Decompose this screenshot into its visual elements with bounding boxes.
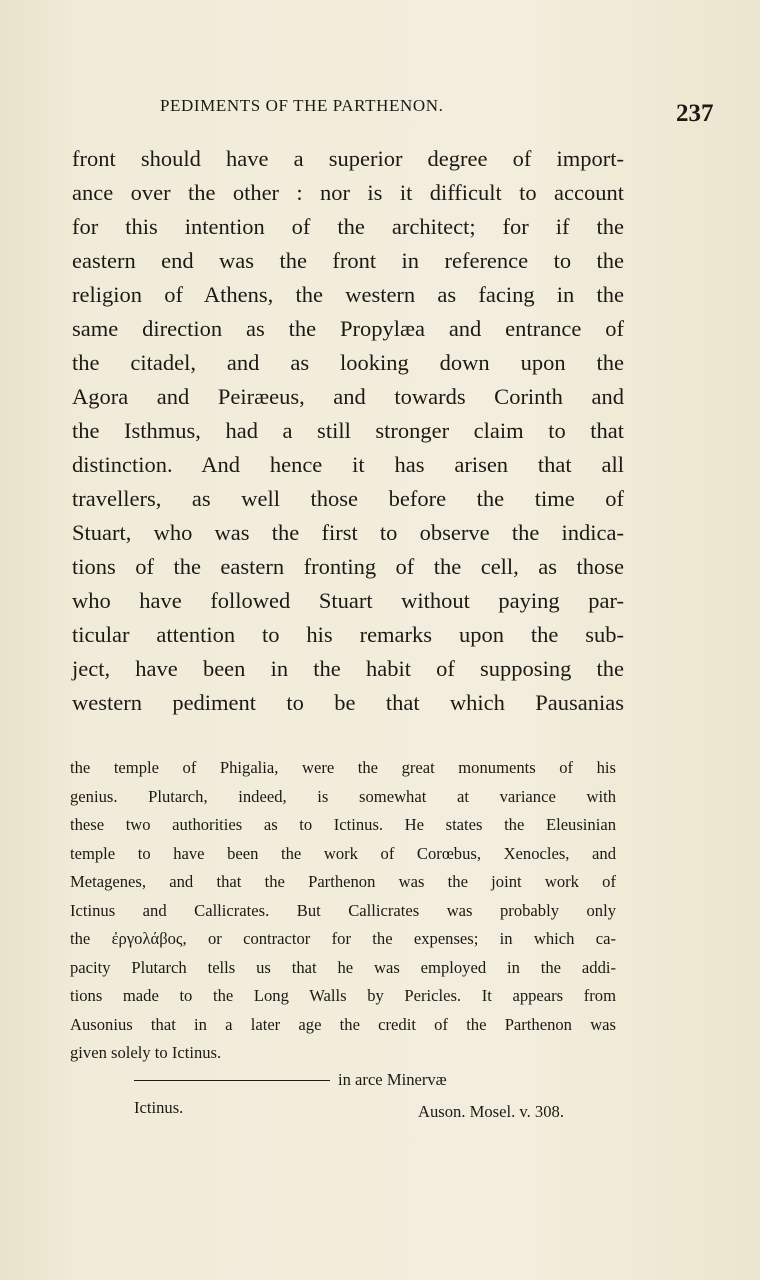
- page-header: [0, 96, 760, 126]
- text-line: the citadel, and as looking down upon the: [72, 350, 624, 375]
- footnote-line: Metagenes, and that the Parthenon was the joint work of: [70, 872, 616, 891]
- text-line: ticular attention to his remarks upon the sub-: [72, 622, 624, 647]
- footnote-line: tions made to the Long Walls by Pericles. It appears from: [70, 986, 616, 1005]
- main-text: [72, 142, 624, 720]
- text-line: ance over the other : nor is it difficult to account: [72, 180, 624, 205]
- text-line: ject, have been in the habit of supposing the: [72, 656, 624, 681]
- running-head: PEDIMENTS OF THE PARTHENON.: [160, 96, 444, 115]
- footnote-line: temple to have been the work of Corœbus, Xenocles, and: [70, 843, 616, 863]
- footnote-line: the ἐργολάβος, or contractor for the expenses; in which ca-: [70, 929, 616, 948]
- text-line: front should have a superior degree of import-: [72, 146, 624, 171]
- footnote-line: pacity Plutarch tells us that he was employed in the addi-: [70, 957, 616, 977]
- quotation: [0, 1066, 760, 1136]
- text-line: Stuart, who was the first to observe the indica-: [72, 520, 624, 545]
- quote-text: in arce Minervæ: [338, 1070, 447, 1089]
- page-number: 237: [676, 100, 714, 127]
- text-line: travellers, as well those before the time of: [72, 486, 624, 511]
- quote-dash-rule: [134, 1080, 330, 1081]
- text-line: eastern end was the front in reference to the: [72, 248, 624, 273]
- quote-author: Ictinus.: [134, 1098, 184, 1117]
- text-line: western pediment to be that which Pausanias: [72, 690, 624, 715]
- text-line: for this intention of the architect; for if the: [72, 214, 624, 239]
- text-line: distinction. And hence it has arisen that all: [72, 452, 624, 477]
- text-line: who have followed Stuart without paying par-: [72, 588, 624, 613]
- footnote-line: given solely to Ictinus.: [70, 1043, 222, 1062]
- footnote-line: the temple of Phigalia, were the great monuments of his: [70, 758, 616, 777]
- quote-source: Auson. Mosel. v. 308.: [418, 1102, 564, 1121]
- footnote-line: genius. Plutarch, indeed, is somewhat at variance with: [70, 786, 616, 806]
- text-line: tions of the eastern fronting of the cell, as those: [72, 554, 624, 579]
- footnote: [70, 754, 616, 1068]
- text-line: same direction as the Propylæa and entrance of: [72, 316, 624, 341]
- footnote-line: these two authorities as to Ictinus. He states the Eleusinian: [70, 815, 616, 834]
- footnote-line: Ictinus and Callicrates. But Callicrates was probably only: [70, 900, 616, 920]
- footnote-line: Ausonius that in a later age the credit of the Parthenon was: [70, 1014, 616, 1034]
- text-line: religion of Athens, the western as facing in the: [72, 282, 624, 307]
- text-line: the Isthmus, had a still stronger claim to that: [72, 418, 624, 443]
- text-line: Agora and Peiræeus, and towards Corinth and: [72, 384, 624, 409]
